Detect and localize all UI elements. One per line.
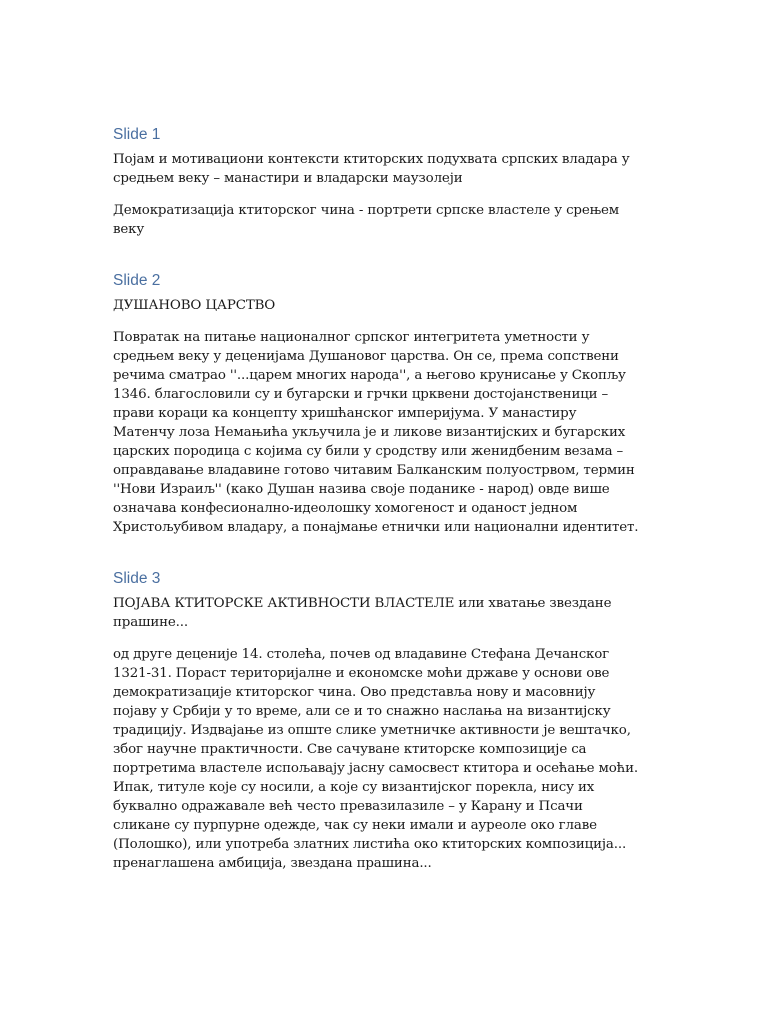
text-line: ''Нови Израиљ'' (како Душан назива своје поданике - народ) овде више	[113, 482, 610, 497]
text-line: од друге деценије 14. столећа, почев од владавине Стефана Дечанског	[113, 647, 610, 662]
slide-1-section	[113, 124, 658, 239]
text-line: означава конфесионално-идеолошку хомогеност и оданост једном	[113, 501, 578, 516]
paragraph	[113, 328, 658, 537]
text-line: Повратак на питање националног српског интегритета уметности у	[113, 330, 590, 345]
text-line: прави кораци ка концепту хришћанског империјума. У манастиру	[113, 406, 577, 421]
text-line: ПОЈАВА КТИТОРСКЕ АКТИВНОСТИ ВЛАСТЕЛЕ или хватање звездане	[113, 596, 612, 611]
text-line: 1321-31. Пораст територијалне и економске моћи државе у основи ове	[113, 666, 610, 681]
text-line: портретима властеле испољавају јасну самосвест ктитора и осећање моћи.	[113, 761, 639, 776]
text-line: због научне практичности. Све сачуване ктиторске композиције са	[113, 742, 587, 757]
text-line: Појам и мотивациони контексти ктиторских подухвата српских владара у	[113, 152, 630, 167]
text-line: 1346. благословили су и бугарски и грчки црквени достојанственици –	[113, 387, 609, 402]
text-line: оправдавање владавине готово читавим Балканским полуострвом, термин	[113, 463, 635, 478]
text-line: Христољубивом владару, а понајмање етнички или национални идентитет.	[113, 520, 639, 535]
text-line: средњем веку – манастири и владарски маузолеји	[113, 171, 463, 186]
slide-heading: Slide 1	[113, 126, 161, 143]
slide-2-section	[113, 270, 658, 537]
text-line: ДУШАНОВО ЦАРСТВО	[113, 298, 276, 313]
text-line: демократизације ктиторског чина. Ово представља нову и масовнију	[113, 685, 596, 700]
paragraph	[113, 296, 658, 315]
text-line: Демократизација ктиторског чина - портрети српске властеле у срењем	[113, 203, 620, 218]
text-line: пренаглашена амбиција, звездана прашина...	[113, 856, 432, 871]
text-line: буквално одражавале већ често превазилазиле – у Карану и Псачи	[113, 799, 583, 814]
paragraph	[113, 645, 658, 873]
paragraph	[113, 150, 658, 188]
text-line: Матенчу лоза Немањића укључила је и ликове византијских и бугарских	[113, 425, 626, 440]
text-line: појаву у Србији у то време, али се и то снажно наслања на византијску	[113, 704, 611, 719]
text-line: традицију. Издвајање из опште слике уметничке активности је вештачко,	[113, 723, 631, 738]
text-line: средњем веку у деценијама Душановог царства. Он се, према сопствени	[113, 349, 619, 364]
slide-heading: Slide 3	[113, 570, 161, 587]
document-page	[113, 124, 658, 873]
text-line: Ипак, титуле које су носили, а које су византијског порекла, нису их	[113, 780, 595, 795]
text-line: веку	[113, 222, 145, 237]
text-line: прашине...	[113, 615, 188, 630]
paragraph	[113, 594, 658, 632]
text-line: (Полошко), или употреба златних листића око ктиторских композиција...	[113, 837, 627, 852]
slide-heading: Slide 2	[113, 272, 161, 289]
text-line: речима сматрао ''...царем многих народа'', а његово крунисање у Скопљу	[113, 368, 626, 383]
text-line: сликане су пурпурне одежде, чак су неки имали и ауреоле око главе	[113, 818, 597, 833]
paragraph	[113, 201, 658, 239]
text-line: царских породица с којима су били у сродству или женидбеним везама –	[113, 444, 624, 459]
slide-3-section	[113, 568, 658, 873]
